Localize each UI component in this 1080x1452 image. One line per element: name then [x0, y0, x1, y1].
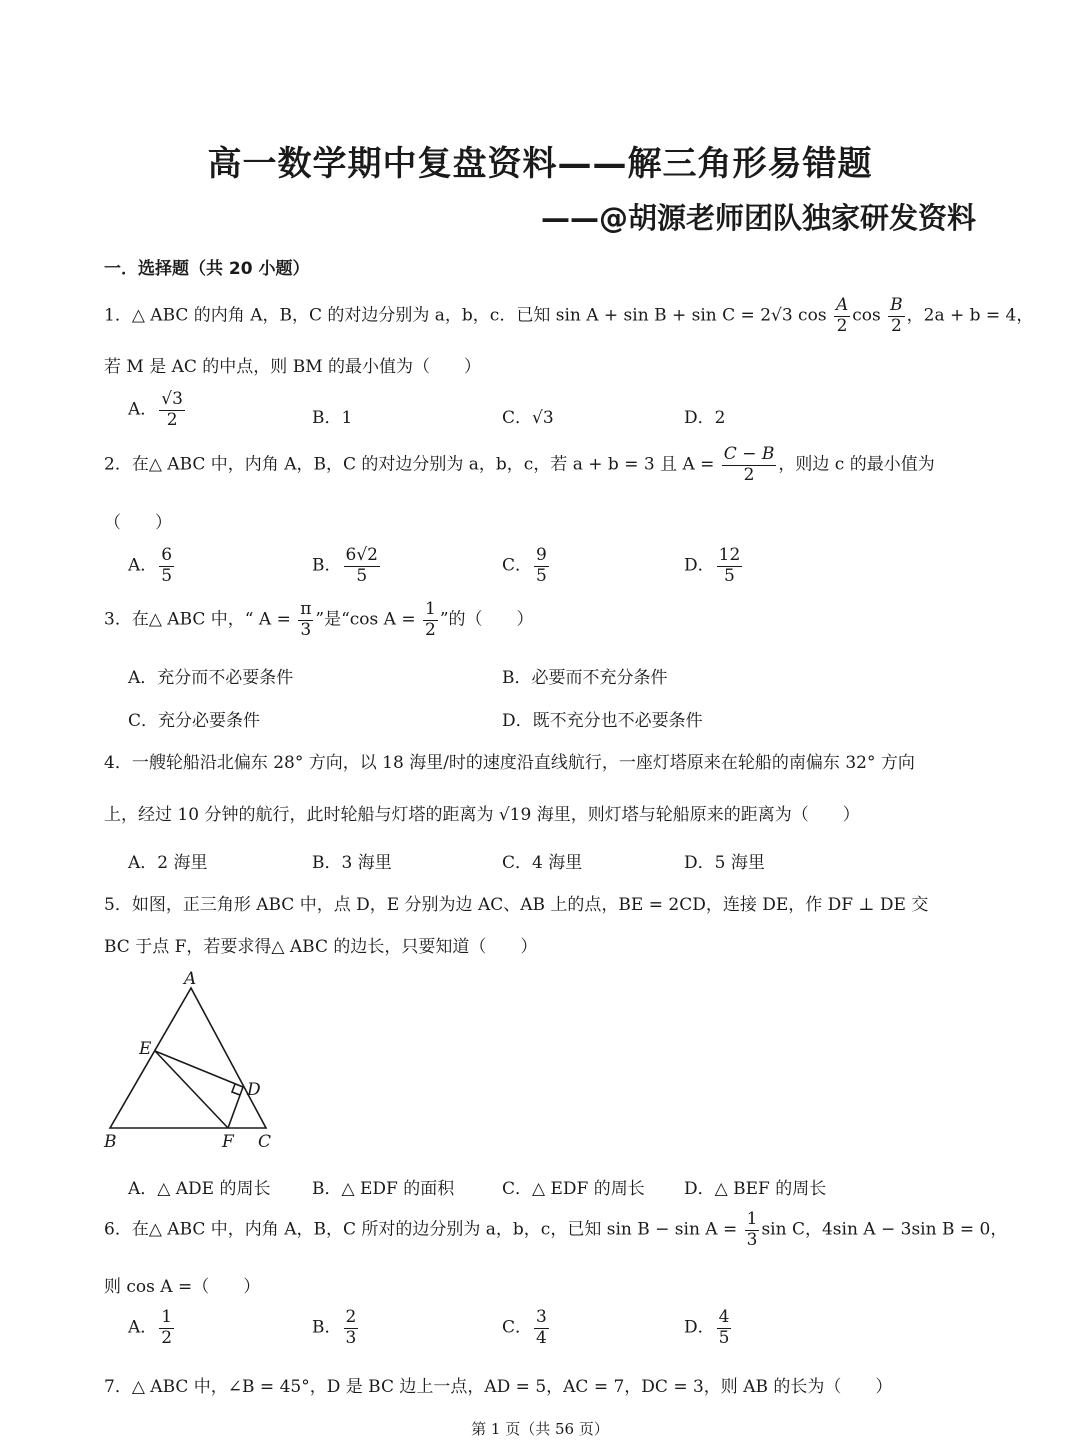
- question-5-line-2: BC 于点 F，若要求得△ ABC 的边长，只要知道（ ）: [104, 937, 538, 957]
- section-heading: 一．选择题（共 20 小题）: [104, 259, 310, 279]
- question-6-line-2: 则 cos A =（ ）: [104, 1277, 261, 1297]
- q2-option-d: D． $\frac{12}{5}$: [684, 545, 741, 586]
- question-4-line-2: 上，经过 10 分钟的航行，此时轮船与灯塔的距离为 √19 海里，则灯塔与轮船原来的距离为（ ）: [104, 805, 860, 825]
- q4-option-a: A．2 海里: [128, 853, 208, 873]
- question-2-line-2: （ ）: [104, 513, 172, 533]
- label-d: D: [247, 1080, 261, 1100]
- q5-option-b: B．△ EDF 的面积: [312, 1179, 455, 1199]
- q3-option-b: B．必要而不充分条件: [502, 668, 668, 688]
- q4-option-b: B．3 海里: [312, 853, 392, 873]
- q3-option-c: C．充分必要条件: [128, 711, 261, 731]
- label-c: C: [258, 1132, 272, 1152]
- segment-ef: [155, 1051, 228, 1128]
- question-3: 3．在△ ABC 中，“ A = $\frac{\pi}{3}$ ”是“cos A = $\frac{1}{2}$ ”的（ ）: [104, 599, 534, 640]
- q1-option-a: A． $\frac{√3}{2}$: [128, 389, 183, 430]
- fraction: $\frac{B}{2}$: [890, 295, 903, 336]
- question-2-line-1: 2．在△ ABC 中，内角 A，B，C 的对边分别为 a，b，c，若 a + b = 3 且 A = $\frac{C - B}{2}$ ，则边 c 的最小值为: [104, 444, 935, 485]
- question-1-line-1: 1．△ ABC 的内角 A，B，C 的对边分别为 a，b，c．已知 sin A + sin B + sin C = 2√3 cos $\frac{A}{2}$ cos $\frac{B}{2}$ ，2a + b = 4，: [104, 295, 1034, 336]
- q5-option-c: C．△ EDF 的周长: [502, 1179, 645, 1199]
- label-b: B: [104, 1132, 117, 1152]
- question-4-line-1: 4．一艘轮船沿北偏东 28° 方向，以 18 海里/时的速度沿直线航行，一座灯塔原来在轮船的南偏东 32° 方向: [104, 753, 915, 773]
- q2-option-c: C． $\frac{9}{5}$: [502, 545, 547, 586]
- triangle-abc: [110, 988, 266, 1128]
- question-7: 7．△ ABC 中，∠B = 45°，D 是 BC 边上一点，AD = 5，AC = 7，DC = 3，则 AB 的长为（ ）: [104, 1377, 893, 1397]
- fraction: $\frac{A}{2}$: [835, 295, 849, 336]
- q5-option-a: A．△ ADE 的周长: [128, 1179, 271, 1199]
- q1-option-d: D．2: [684, 408, 726, 428]
- q4-option-c: C．4 海里: [502, 853, 583, 873]
- q4-option-d: D．5 海里: [684, 853, 765, 873]
- q6-option-c: C． $\frac{3}{4}$: [502, 1307, 547, 1348]
- triangle-figure: [96, 966, 286, 1156]
- q6-option-d: D． $\frac{4}{5}$: [684, 1307, 730, 1348]
- q6-option-b: B． $\frac{2}{3}$: [312, 1307, 357, 1348]
- q2-option-a: A． $\frac{6}{5}$: [128, 545, 173, 586]
- question-6-line-1: 6．在△ ABC 中，内角 A，B，C 所对的边分别为 a，b，c，已知 sin B − sin A = $\frac{1}{3}$ sin C，4sin A − 3sin B = 0，: [104, 1209, 1008, 1250]
- q6-option-a: A． $\frac{1}{2}$: [128, 1307, 173, 1348]
- page-subtitle: ——@胡源老师团队独家研发资料: [540, 201, 976, 235]
- label-e: E: [139, 1039, 152, 1059]
- question-1-line-2: 若 M 是 AC 的中点，则 BM 的最小值为（ ）: [104, 357, 482, 377]
- q1-option-b: B．1: [312, 408, 353, 428]
- label-f: F: [222, 1132, 234, 1152]
- q1-option-c: C．√3: [502, 408, 554, 428]
- page-title: 高一数学期中复盘资料——解三角形易错题: [207, 144, 873, 184]
- q5-option-d: D．△ BEF 的周长: [684, 1179, 827, 1199]
- question-5-line-1: 5．如图，正三角形 ABC 中，点 D，E 分别为边 AC、AB 上的点，BE = 2CD，连接 DE，作 DF ⊥ DE 交: [104, 895, 929, 915]
- q3-option-a: A．充分而不必要条件: [128, 668, 294, 688]
- q2-option-b: B． $\frac{6√2}{5}$: [312, 545, 378, 586]
- q3-option-d: D．既不充分也不必要条件: [502, 711, 703, 731]
- label-a: A: [184, 969, 197, 989]
- segment-ed: [155, 1051, 243, 1087]
- page-footer: 第 1 页（共 56 页）: [471, 1420, 609, 1438]
